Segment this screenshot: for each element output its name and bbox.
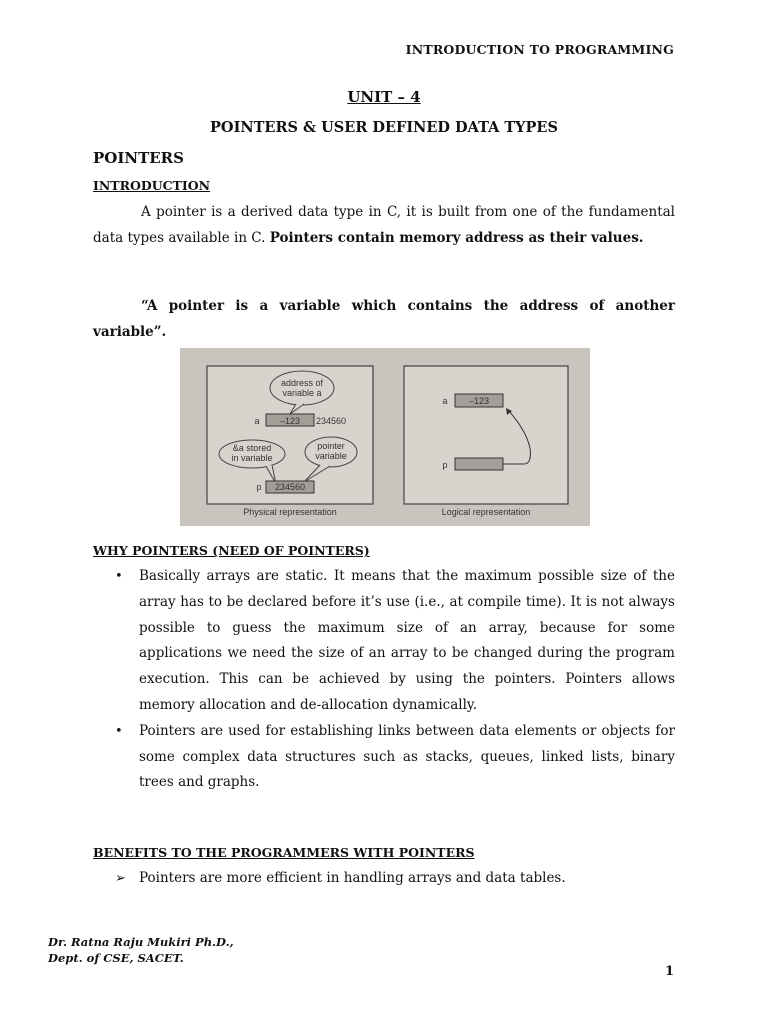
section-heading: POINTERS [93,149,184,167]
introduction-heading: INTRODUCTION [93,178,211,193]
left-var-a-value: –123 [279,416,301,426]
arrow-bullet-icon: ➢ [115,871,126,886]
introduction-paragraph [93,199,675,251]
list-item: • Pointers are used for establishing links between data elements or objects for some complex data structures such as stacks, queues, linked lists, binary trees and graphs. [115,722,675,791]
page-number: 1 [664,964,674,979]
bubble-right-line1: pointer [317,441,345,451]
logical-caption: Logical representation [441,507,531,517]
introduction-text: A pointer is a derived data type in C, it is built from one of the fundamental data types available in C. [93,204,675,246]
pointer-representation-figure [180,348,590,526]
right-var-p-cell [455,458,503,470]
logical-panel-frame [404,366,568,504]
unit-heading: UNIT – 4 [347,88,421,106]
footer [48,934,234,966]
right-var-a-value: –123 [468,396,490,406]
benefits-heading: BENEFITS TO THE PROGRAMMERS WITH POINTERS [93,845,475,860]
footer-author: Dr. Ratna Raju Mukiri Ph.D., [48,935,234,949]
left-var-a-address: 234560 [316,416,347,426]
why-pointers-heading: WHY POINTERS (NEED OF POINTERS) [93,543,370,558]
footer-dept: Dept. of CSE, SACET. [48,951,184,965]
why-pointers-list [93,564,675,796]
physical-caption: Physical representation [243,507,337,517]
right-var-p-label: p [442,460,448,470]
list-item: ➢ Pointers are more efficient in handling arrays and data tables. [93,866,675,892]
list-item: • Basically arrays are static. It means that the maximum possible size of the array has to be declared before it’s use (i.e., at compile time). It is not always possible to guess the maximum size of an array, because for some applications we need the size of an array to be changed during the program execution. This can be achieved by using the pointers. Pointers allows memory allocation and de-allocation dynamically. [115,568,675,713]
introduction-bold-text: Pointers contain memory address as their values. [269,230,644,246]
bubble-left-line1: &a stored [232,443,272,453]
bubble-top-line1: address of [280,378,324,388]
pointer-definition-quote: “A pointer is a variable which contains the address of another variable”. [93,298,675,340]
bubble-left-line2: in variable [231,453,273,463]
running-header: INTRODUCTION TO PROGRAMMING [405,42,674,57]
bubble-top-line2: variable a [282,388,322,398]
chapter-title: POINTERS & USER DEFINED DATA TYPES [210,119,558,136]
left-var-p-label: p [256,482,262,492]
benefits-list [93,866,675,892]
bubble-right-line2: variable [315,451,347,461]
left-var-a-label: a [254,416,260,426]
left-var-p-value: 234560 [274,482,306,492]
right-var-a-label: a [442,396,448,406]
